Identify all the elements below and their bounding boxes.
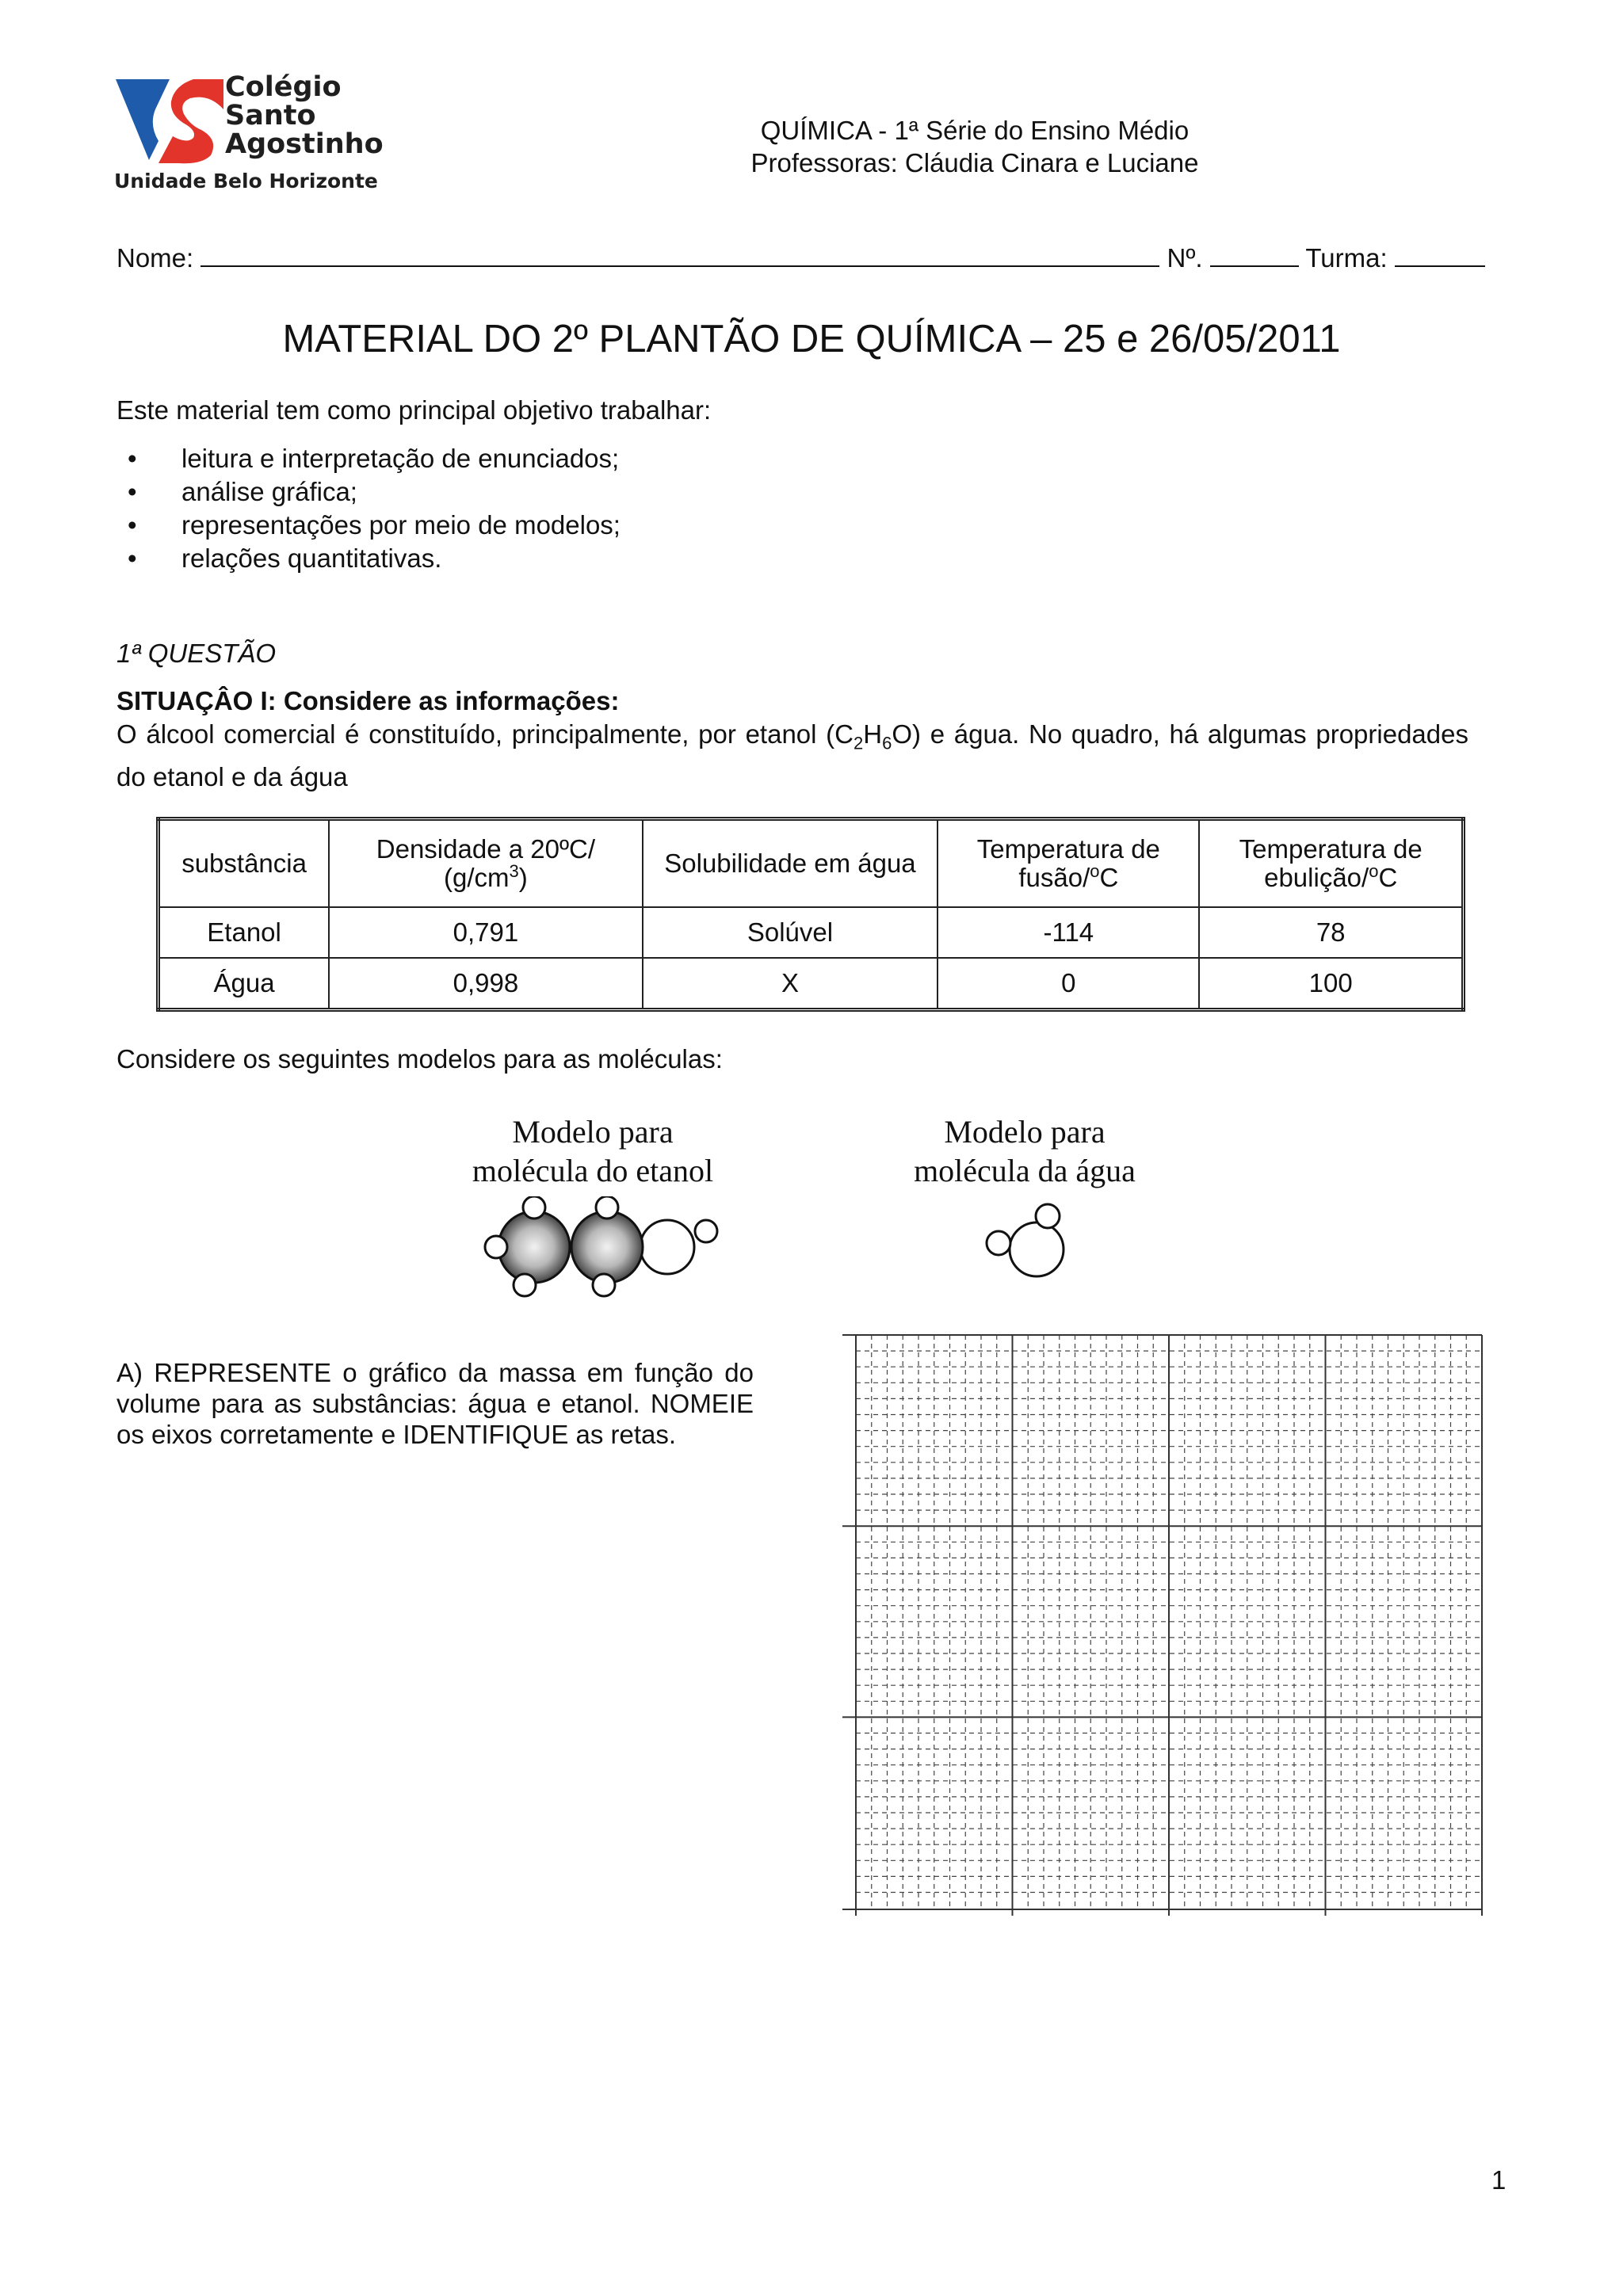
school-logo — [114, 71, 415, 198]
teachers-line: Professoras: Cláudia Cinara e Luciane — [750, 148, 1199, 177]
table-header-row — [158, 819, 1464, 908]
objective-item — [116, 542, 621, 575]
logo-line-1: Colégio — [225, 71, 342, 103]
subscript: 6 — [882, 733, 892, 753]
header-text: fusão/ — [1018, 863, 1090, 892]
caption-line: Modelo para — [944, 1114, 1106, 1150]
header-text: (g/cm — [444, 863, 510, 892]
intro-text-part: O) e água. No quadro, há algumas propriedades do etanol e da água — [116, 719, 1468, 791]
class-label: Turma: — [1305, 243, 1388, 273]
header-text: C — [1099, 863, 1119, 892]
student-info-line — [116, 241, 1495, 276]
objective-text: leitura e interpretação de enunciados; — [181, 444, 620, 473]
header-text: C — [1378, 863, 1398, 892]
cell-melting: -114 — [938, 907, 1199, 958]
superscript: 3 — [509, 861, 519, 881]
water-molecule-model — [983, 1200, 1078, 1287]
situation-text — [116, 718, 1468, 794]
caption-line: Modelo para — [512, 1114, 674, 1150]
cell-density: 0,791 — [329, 907, 642, 958]
ethanol-caption — [426, 1112, 759, 1190]
bullet-icon: • — [128, 477, 137, 506]
objective-text: relações quantitativas. — [181, 543, 442, 573]
subject-line: QUÍMICA - 1ª Série do Ensino Médio — [760, 116, 1190, 145]
cell-boiling: 100 — [1199, 958, 1463, 1010]
header-solubility — [643, 819, 938, 908]
ethanol-molecule-model — [483, 1196, 729, 1299]
name-field[interactable] — [200, 243, 1159, 267]
header-text: Solubilidade em água — [664, 849, 916, 878]
table-row — [158, 958, 1464, 1010]
subscript: 2 — [854, 733, 864, 753]
header-text: substância — [181, 849, 307, 878]
cell-melting: 0 — [938, 958, 1199, 1010]
water-caption — [858, 1112, 1191, 1190]
header-substance — [158, 819, 330, 908]
logo-line-3: Agostinho — [225, 128, 384, 160]
objective-text: representações por meio de modelos; — [181, 510, 621, 540]
superscript: o — [1090, 861, 1100, 881]
objective-item — [116, 509, 621, 542]
cell-solubility: X — [643, 958, 938, 1010]
objectives-list — [116, 442, 621, 575]
intro-text-part: O álcool comercial é constituído, principalmente, por etanol (C — [116, 719, 854, 749]
situation-heading: SITUAÇÂO I: Considere as informações: — [116, 686, 620, 715]
logo-line-2: Santo — [225, 100, 316, 132]
cell-boiling: 78 — [1199, 907, 1463, 958]
name-label: Nome: — [116, 243, 194, 273]
logo-emblem-icon — [114, 78, 225, 165]
header-text: Temperatura de — [1239, 834, 1423, 864]
header-density — [329, 819, 642, 908]
header-text: ebulição/ — [1264, 863, 1369, 892]
cell-substance: Água — [158, 958, 330, 1010]
header-text: Densidade a 20ºC/ — [376, 834, 595, 864]
page-number: 1 — [1491, 2165, 1507, 2195]
class-field[interactable] — [1395, 243, 1485, 267]
intro-text-part: H — [863, 719, 883, 749]
number-field[interactable] — [1210, 243, 1299, 267]
header-boiling — [1199, 819, 1463, 908]
question-a-text: A) REPRESENTE o gráfico da massa em função do volume para as substâncias: água e etanol. NOMEIE os eixos corretamente e IDENTIFIQUE as retas. — [116, 1358, 754, 1449]
bullet-icon: • — [128, 543, 137, 573]
question-label: 1ª QUESTÃO — [116, 639, 277, 668]
page-title: MATERIAL DO 2º PLANTÃO DE QUÍMICA – 25 e 26/05/2011 — [282, 318, 1341, 360]
properties-table — [156, 817, 1465, 1012]
caption-line: molécula do etanol — [472, 1153, 714, 1188]
header-text: ) — [518, 863, 528, 892]
cell-substance: Etanol — [158, 907, 330, 958]
table-row — [158, 907, 1464, 958]
header-melting — [938, 819, 1199, 908]
caption-line: molécula da água — [914, 1153, 1136, 1188]
bullet-icon: • — [128, 444, 137, 473]
graph-paper-grid[interactable] — [836, 1331, 1486, 1917]
objective-item — [116, 475, 621, 509]
superscript: o — [1369, 861, 1379, 881]
number-label: Nº. — [1167, 243, 1203, 273]
cell-solubility: Solúvel — [643, 907, 938, 958]
models-intro: Considere os seguintes modelos para as moléculas: — [116, 1044, 723, 1074]
cell-density: 0,998 — [329, 958, 642, 1010]
header-text: Temperatura de — [976, 834, 1160, 864]
objectives-intro: Este material tem como principal objetivo trabalhar: — [116, 395, 712, 425]
objective-item — [116, 442, 621, 475]
bullet-icon: • — [128, 510, 137, 540]
logo-unit: Unidade Belo Horizonte — [114, 170, 378, 193]
objective-text: análise gráfica; — [181, 477, 357, 506]
